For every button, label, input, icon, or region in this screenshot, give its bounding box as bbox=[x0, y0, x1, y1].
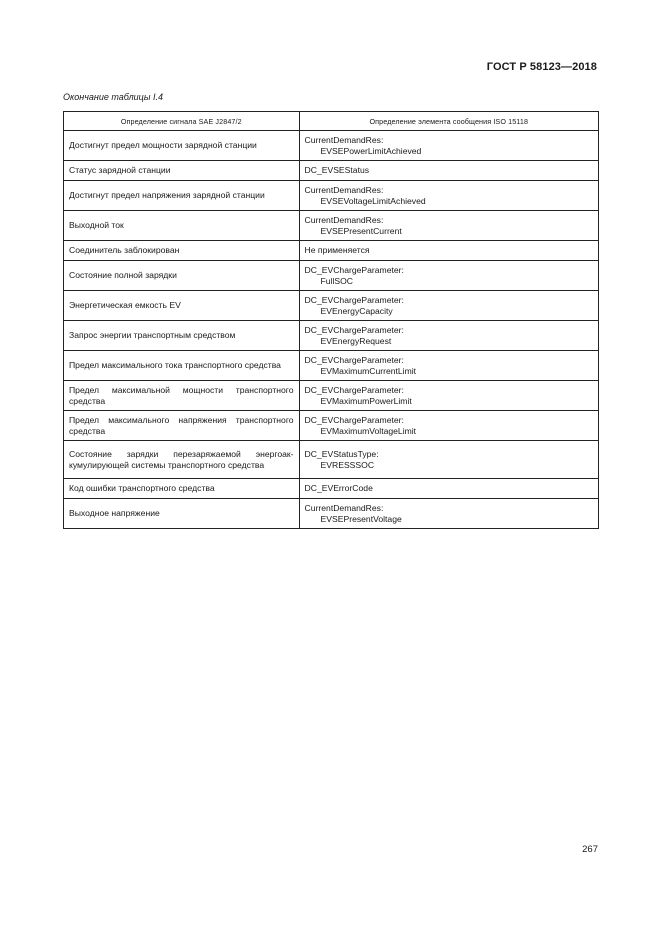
table-row bbox=[64, 161, 599, 181]
table-row bbox=[64, 411, 599, 441]
message-element-cell bbox=[299, 479, 598, 499]
signal-definition-text: Достигнут предел напряжения зарядной станции bbox=[69, 190, 265, 200]
signal-definition-cell bbox=[64, 261, 300, 291]
message-element-cell bbox=[299, 261, 598, 291]
signal-definition-text: Предел максимального напряжения транспортного средства bbox=[69, 414, 294, 436]
message-element-name: DC_EVChargeParameter: bbox=[304, 384, 404, 395]
signal-definition-text: Соединитель заблокирован bbox=[69, 245, 180, 255]
message-element-cell bbox=[299, 291, 598, 321]
signal-definition-cell bbox=[64, 211, 300, 241]
message-element-parameter: EVEnergyCapacity bbox=[320, 305, 393, 316]
signal-definition-text: Энергетическая емкость EV bbox=[69, 300, 181, 310]
message-element-parameter: EVSEPresentVoltage bbox=[320, 513, 402, 524]
message-element-cell bbox=[299, 351, 598, 381]
signal-definition-cell bbox=[64, 241, 300, 261]
message-element-name: CurrentDemandRes: bbox=[304, 502, 384, 513]
table-row bbox=[64, 131, 599, 161]
message-element-cell bbox=[299, 441, 598, 479]
message-element-name: DC_EVChargeParameter: bbox=[304, 324, 404, 335]
message-element-parameter: EVRESSSOC bbox=[320, 459, 375, 470]
message-element-name: CurrentDemandRes: bbox=[304, 184, 384, 195]
table-row bbox=[64, 499, 599, 529]
message-element-parameter: EVSEVoltageLimitAchieved bbox=[320, 195, 426, 206]
signal-definition-text: Предел максимальной мощности транспортного средства bbox=[69, 384, 294, 406]
signal-definition-cell bbox=[64, 321, 300, 351]
signal-definition-text: Выходное напряжение bbox=[69, 508, 160, 518]
table-row bbox=[64, 211, 599, 241]
message-element-cell bbox=[299, 241, 598, 261]
table-row bbox=[64, 261, 599, 291]
message-element-parameter: EVMaximumCurrentLimit bbox=[320, 365, 417, 376]
table-caption: Окончание таблицы I.4 bbox=[63, 92, 163, 102]
page-number: 267 bbox=[582, 844, 598, 855]
message-element-parameter: EVMaximumVoltageLimit bbox=[320, 425, 417, 436]
signal-definition-cell bbox=[64, 181, 300, 211]
message-element-name: DC_EVStatusType: bbox=[304, 448, 379, 459]
column-header-signal: Определение сигнала SAE J2847/2 bbox=[64, 112, 300, 131]
message-element-cell bbox=[299, 321, 598, 351]
signal-definition-text: Выходной ток bbox=[69, 220, 124, 230]
signal-definition-cell bbox=[64, 351, 300, 381]
signal-definition-text: Состояние полной зарядки bbox=[69, 270, 177, 280]
signal-definition-text: Предел максимального тока транспортного средства bbox=[69, 360, 281, 370]
message-element-name: Не применяется bbox=[304, 245, 370, 255]
signal-definition-cell bbox=[64, 479, 300, 499]
signal-definition-cell bbox=[64, 291, 300, 321]
message-element-cell bbox=[299, 181, 598, 211]
signal-definition-text: Статус зарядной станции bbox=[69, 165, 171, 175]
column-header-element: Определение элемента сообщения ISO 15118 bbox=[299, 112, 598, 131]
signal-mapping-table bbox=[63, 111, 599, 529]
signal-definition-cell bbox=[64, 441, 300, 479]
message-element-name: DC_EVChargeParameter: bbox=[304, 414, 404, 425]
table-body bbox=[64, 131, 599, 529]
message-element-name: DC_EVSEStatus bbox=[304, 165, 370, 175]
message-element-name: CurrentDemandRes: bbox=[304, 214, 384, 225]
signal-definition-cell bbox=[64, 131, 300, 161]
signal-definition-text: Состояние зарядки перезаряжаемой энергоаккумулирующей системы транспортного средства bbox=[69, 448, 294, 470]
table-header-row bbox=[64, 112, 599, 131]
table-row bbox=[64, 441, 599, 479]
table-row bbox=[64, 479, 599, 499]
message-element-name: DC_EVChargeParameter: bbox=[304, 294, 404, 305]
message-element-cell bbox=[299, 499, 598, 529]
signal-definition-cell bbox=[64, 499, 300, 529]
message-element-name: DC_EVErrorCode bbox=[304, 483, 373, 493]
message-element-parameter: EVMaximumPowerLimit bbox=[320, 395, 412, 406]
signal-definition-cell bbox=[64, 161, 300, 181]
signal-definition-cell bbox=[64, 381, 300, 411]
message-element-cell bbox=[299, 211, 598, 241]
signal-definition-text: Запрос энергии транспортным средством bbox=[69, 330, 236, 340]
document-code: ГОСТ Р 58123—2018 bbox=[486, 61, 597, 73]
message-element-cell bbox=[299, 161, 598, 181]
message-element-name: CurrentDemandRes: bbox=[304, 134, 384, 145]
message-element-cell bbox=[299, 131, 598, 161]
signal-definition-text: Код ошибки транспортного средства bbox=[69, 483, 215, 493]
message-element-name: DC_EVChargeParameter: bbox=[304, 264, 404, 275]
message-element-name: DC_EVChargeParameter: bbox=[304, 354, 404, 365]
table-row bbox=[64, 381, 599, 411]
signal-definition-cell bbox=[64, 411, 300, 441]
table-row bbox=[64, 321, 599, 351]
message-element-parameter: EVEnergyRequest bbox=[320, 335, 392, 346]
message-element-parameter: FullSOC bbox=[320, 275, 354, 286]
table-row bbox=[64, 351, 599, 381]
signal-definition-text: Достигнут предел мощности зарядной станции bbox=[69, 140, 257, 150]
table-row bbox=[64, 181, 599, 211]
message-element-parameter: EVSEPresentCurrent bbox=[320, 225, 402, 236]
table-row bbox=[64, 241, 599, 261]
message-element-parameter: EVSEPowerLimitAchieved bbox=[320, 145, 422, 156]
message-element-cell bbox=[299, 381, 598, 411]
table-row bbox=[64, 291, 599, 321]
message-element-cell bbox=[299, 411, 598, 441]
